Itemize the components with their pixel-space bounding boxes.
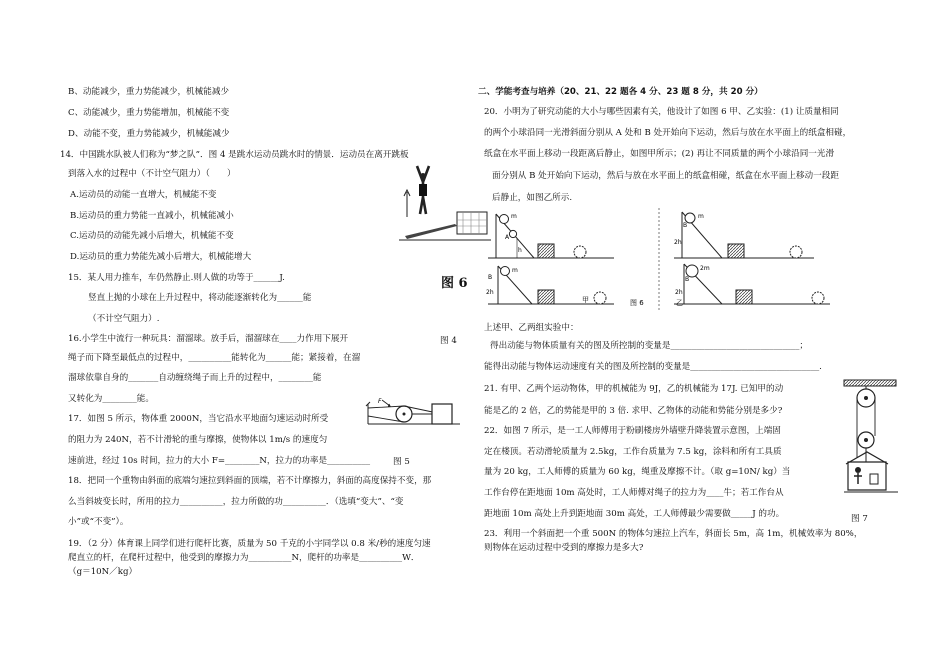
fig7-caption: 图 7 — [851, 514, 868, 524]
q22-line1: 22．如图 7 所示，是一工人师傅用于粉刷楼房外墙壁升降装置示意图，上端固 — [484, 426, 781, 436]
q20-line1: 20．小明为了研究动能的大小与哪些因素有关，他设计了如图 6 甲、乙实验：(1) 让质量相同 — [484, 107, 839, 117]
fig6-panel-bottom-left — [486, 266, 644, 307]
fig6-b-label-3: B — [685, 276, 690, 283]
lift-figure-7 — [842, 378, 902, 502]
q15-line3: （不计空气阻力）. — [88, 314, 160, 324]
q16-line4: 又转化为________能。 — [68, 394, 154, 404]
q21-line1: 21. 有甲、乙两个运动物体，甲的机械能为 9J，乙的机械能为 17J. 已知甲的动 — [484, 384, 784, 394]
fig6-panel-top-left — [488, 213, 614, 258]
q20-after-line1: 上述甲、乙两组实验中： — [484, 323, 579, 333]
fig5-caption: 图 5 — [393, 457, 410, 467]
q22-line5: 距地面 10m 高处上升到距地面 30m 高处，工人师傅最少需要做_____J 的功。 — [484, 509, 785, 519]
q16-line2: 绳子而下降至最低点的过程中，__________能转化为______能；紧接着，在溜 — [68, 353, 361, 363]
q22-line4: 工作台停在距地面 10m 高处时，工人师傅对绳子的拉力为____牛；若工作台从 — [484, 488, 784, 498]
fig6-panel-top-right — [674, 212, 814, 258]
q20-line4: 面分别从 B 处开始向下运动，然后与放在水平面上的纸盒相碰，纸盒在水平面上移动一段距 — [492, 171, 839, 181]
q15-line1: 15．某人用力推车，车仍然静止.则人做的功等于______J. — [68, 273, 285, 283]
q15-line2: 竖直上抛的小球在上升过程中，将动能逐渐转化为______能 — [88, 293, 312, 303]
q14-stem-line2: 到落入水的过程中（不计空气阻力）（ ） — [68, 169, 236, 179]
fig6-a-label: A — [505, 234, 510, 241]
fig6-2h-label-2: 2h — [486, 289, 494, 296]
q19-line1: 19．（2 分）体育课上同学们进行爬杆比赛，质量为 50 千克的小宇同学以 0.8 米/秒的速度匀速 — [68, 539, 431, 549]
q17-line3: 速前进，经过 10s 时间，拉力的大小 F=________N，拉力的功率是__________ — [68, 456, 371, 466]
q14-option-b: B.运动员的重力势能一直减小，机械能减小 — [70, 211, 234, 221]
q22-line2: 定在楼顶。若动滑轮质量为 2.5kg，工作台质量为 7.5 kg，涂料和所有工具质 — [484, 447, 782, 457]
q18-line1: 18．把同一个重物由斜面的底端匀速拉到斜面的顶端，若不计摩擦力，斜面的高度保持不变，那 — [68, 476, 432, 486]
q22-line3: 量为 20 kg，工人师傅的质量为 60 kg，绳重及摩擦不计。（取 g=10N/ kg）当 — [484, 467, 791, 477]
fig6-h-label: h — [518, 247, 522, 254]
fig6-yi-label: 乙 — [676, 299, 683, 307]
fig5-force-label: F — [378, 398, 382, 405]
q20-blank-mass: 得出动能与物体质量有关的图及所控制的变量是______________________________； — [490, 341, 808, 351]
q20-line5: 后静止，如图乙所示. — [492, 193, 573, 203]
q21-line2: 能是乙的 2 倍，乙的势能是甲的 3 倍. 求甲、乙物体的动能和势能分别是多少? — [484, 406, 783, 416]
pulley-figure-5 — [364, 396, 464, 430]
q20-blank-speed: 能得出动能与物体运动速度有关的图及所控制的变量是______________________________. — [484, 362, 822, 372]
q14-stem-line1: 14．中国跳水队被人们称为“梦之队”．图 4 是跳水运动员跳水时的情景．运动员在离开跳板 — [60, 150, 409, 160]
q23-line1: 23．利用一个斜面把一个重 500N 的物体匀速拉上汽车，斜面长 5m，高 1m，机械效率为 80%， — [484, 529, 863, 539]
q19-line3: （g＝10N／kg） — [68, 567, 138, 577]
q13-option-b: B、动能减少，重力势能减少，机械能减少 — [68, 87, 230, 97]
fig6-2m-label: 2m — [700, 265, 710, 272]
q16-line3: 溜球依靠自身的_______自动缠绕绳子而上升的过程中，________能 — [68, 373, 322, 383]
q13-option-c: C、动能减少，重力势能增加，机械能不变 — [68, 108, 230, 118]
q18-line3: 小”或“不变”）。 — [68, 517, 129, 527]
q17-line2: 的阻力为 240N，若不计滑轮的重与摩擦，使物体以 1m/s 的速度匀 — [68, 435, 328, 445]
fig6-2h-label-3: 2h — [675, 289, 683, 296]
fig6-panel-bottom-right — [674, 264, 830, 307]
q23-line2: 则物体在运动过程中受到的摩擦力是多大? — [484, 543, 644, 553]
fig6-b-label-2: B — [488, 274, 493, 281]
q16-line1: 16.小学生中流行一种玩具：溜溜球。放手后，溜溜球在____力作用下展开 — [68, 334, 349, 344]
q13-option-d: D、动能不变，重力势能减少，机械能减少 — [68, 129, 230, 139]
fig6-incline-experiments — [484, 208, 834, 316]
section-heading: 二、学能考查与培养（20、21、22 题各 4 分、23 题 8 分，共 20 分） — [478, 87, 763, 97]
fig6-jia-label: 甲 — [582, 296, 589, 304]
q18-line2: 么当斜坡变长时，所用的拉力__________，拉力所做的功__________．（选填“变大”、“变 — [68, 497, 404, 507]
fig6-large-label: 图 6 — [441, 276, 468, 291]
q19-line2: 爬直立的杆，在爬杆过程中，他受到的摩擦力为__________N，爬杆的功率是__________W． — [68, 553, 420, 563]
q20-line3: 纸盒在水平面上移动一段距离后静止，如图甲所示；(2) 再让不同质量的两个小球沿同一光滑 — [484, 149, 835, 159]
fig6-b-label-1: B — [683, 222, 688, 229]
diver-figure-4 — [395, 162, 495, 246]
fig4-caption: 图 4 — [440, 336, 457, 346]
fig6-m-label-2: m — [698, 213, 704, 220]
q14-option-a: A.运动员的动能一直增大，机械能不变 — [70, 190, 217, 200]
fig6-m-label-1: m — [511, 213, 517, 220]
q14-option-d: D.运动员的重力势能先减小后增大，机械能增大 — [70, 252, 252, 262]
fig6-m-label-3: m — [512, 267, 518, 274]
fig6-caption: 图 6 — [630, 299, 644, 307]
q20-line2: 的两个小球沿同一光滑斜面分别从 A 处和 B 处开始向下运动，然后与放在水平面上的纸盒相碰， — [484, 128, 852, 138]
fig6-2h-label-1: 2h — [674, 239, 682, 246]
q14-option-c: C.运动员的动能先减小后增大，机械能不变 — [70, 231, 234, 241]
q17-line1: 17．如图 5 所示，物体重 2000N，当它沿水平地面匀速运动时所受 — [68, 414, 329, 424]
